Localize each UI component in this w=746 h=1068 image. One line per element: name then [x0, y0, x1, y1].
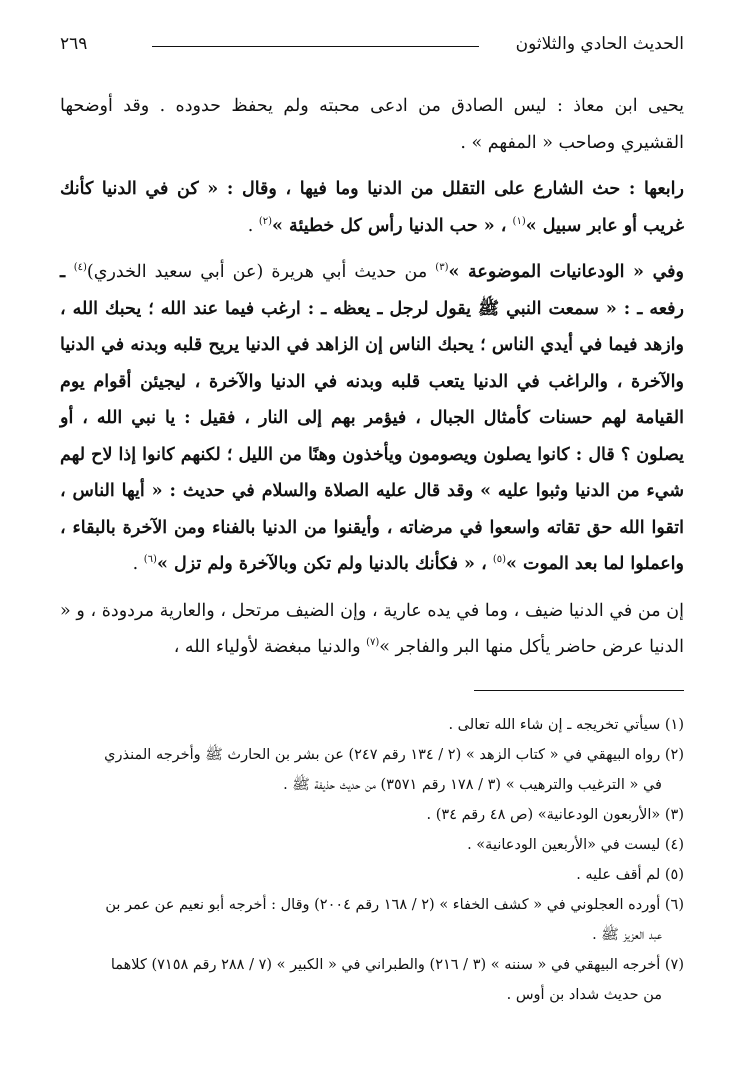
- footnote-7-line-1: (٧) أخرجه البيهقي في « سننه » (٣ / ٢١٦) والطبراني في « الكبير » (٧ / ٢٨٨ رقم ٧١٥٨) كلاهما: [110, 957, 684, 973]
- footnote-6-line-2: عبد العزيز ﷺ .: [592, 927, 662, 943]
- paragraph-1-text: يحيى ابن معاذ : ليس الصادق من ادعى محبته ولم يحفظ حدوده . وقد أوضحها القشيري وصاحب « المفهم » .: [60, 96, 684, 153]
- paragraph-2: [60, 171, 684, 244]
- paragraph-3-text-c: ـ رفعه ـ : « سمعت النبي ﷺ يقول لرجل ـ يعظه ـ : ارغب فيما عند الله ؛ يحبك الله ، وازهد فيما في أيدي الناس ؛ يحبك الناس إن الزاهد في الدنيا يريح قلبه وبدنه في الدنيا والآخرة ، والراغب في الدنيا يتعب قلبه وبدنه في الدنيا والآخرة ، ليجيئن أقوام يوم القيامة لهم حسنات كأمثال الجبال ، فيؤمر بهم إلى النار ، فقيل : يا نبي الله ، أو يصلون ؟ قال : كانوا يصلون ويصومون ويأخذون وهنًا من الليل ؛ لكنهم كانوا إذا لاح لهم شيء من الدنيا وثبوا عليه » وقد قال عليه الصلاة والسلام في حديث : « أيها الناس ، اتقوا الله حق تقاته واسعوا في مرضاته ، وأيقنوا من الدنيا بالفناء ومن الآخرة بالبقاء ، واعملوا لما بعد الموت »: [60, 262, 684, 574]
- footnote-1: (١) سيأتي تخريجه ـ إن شاء الله تعالى .: [448, 717, 684, 733]
- footnote-ref-7[interactable]: (٧): [366, 637, 380, 649]
- page-header: [60, 30, 684, 64]
- footnote-ref-5[interactable]: (٥): [492, 554, 507, 566]
- paragraph-1: [60, 88, 684, 161]
- main-text: [60, 88, 684, 676]
- paragraph-3-text-a: وفي « الودعانيات الموضوعة »: [448, 262, 684, 282]
- footnote-ref-1[interactable]: (١): [512, 215, 526, 227]
- paragraph-2-text-c: .: [247, 215, 259, 236]
- running-title: الحديث الحادي والثلاثون: [515, 34, 684, 54]
- footnote-ref-6[interactable]: (٦): [143, 554, 157, 566]
- paragraph-2-text-b: ، « حب الدنيا رأس كل خطيئة »: [272, 215, 513, 236]
- footnote-6-line-1: (٦) أورده العجلوني في « كشف الخفاء » (٢ / ١٦٨ رقم ٢٠٠٤) وقال : أخرجه أبو نعيم عن عمر بن: [105, 897, 684, 913]
- paragraph-4-text-a: إن من في الدنيا ضيف ، وما في يده عارية ، وإن الضيف مرتحل ، والعارية مردودة ، و « الدنيا عرض حاضر يأكل منها البر والفاجر »: [60, 600, 684, 657]
- footnotes: [60, 710, 684, 1010]
- footnote-ref-4[interactable]: (٤): [73, 262, 87, 274]
- paragraph-3-text-b: من حديث أبي هريرة (عن أبي سعيد الخدري): [86, 262, 436, 282]
- paragraph-4: [60, 593, 684, 666]
- footnote-7: [60, 950, 684, 1010]
- footnote-2-line-2: في « الترغيب والترهيب » (٣ / ١٧٨ رقم ٣٥٧١) من حديث حذيفة ﷺ .: [283, 777, 662, 793]
- footnote-4: (٤) ليست في «الأربعين الودعانية» .: [467, 837, 684, 853]
- footnote-7-line-2: من حديث شداد بن أوس .: [506, 987, 662, 1003]
- paragraph-4-text-b: والدنيا مبغضة لأولياء الله ،: [173, 637, 367, 657]
- footnote-6: [60, 890, 684, 950]
- paragraph-2-text-a: رابعها : حث الشارع على التقلل من الدنيا وما فيها ، وقال : « كن في الدنيا كأنك غريب أو عابر سبيل »: [60, 179, 684, 236]
- paragraph-3-text-e: .: [132, 554, 144, 574]
- footnote-ref-2[interactable]: (٢): [258, 215, 273, 227]
- footnote-separator: [474, 690, 684, 691]
- header-rule: [152, 46, 479, 47]
- footnote-5: (٥) لم أقف عليه .: [576, 867, 684, 883]
- footnote-ref-3[interactable]: (٣): [435, 262, 449, 274]
- footnote-3: (٣) «الأربعون الودعانية» (ص ٤٨ رقم ٣٤) .: [426, 807, 684, 823]
- page-number: ٢٦٩: [60, 34, 88, 54]
- paragraph-3-text-d: ، « فكأنك بالدنيا ولم تكن وبالآخرة ولم تزل »: [156, 554, 493, 574]
- footnote-2: [60, 740, 684, 800]
- paragraph-3: [60, 254, 684, 583]
- footnote-2-line-1: (٢) رواه البيهقي في « كتاب الزهد » (٢ / ١٣٤ رقم ٢٤٧) عن بشر بن الحارث ﷺ وأخرجه المنذري: [104, 747, 684, 763]
